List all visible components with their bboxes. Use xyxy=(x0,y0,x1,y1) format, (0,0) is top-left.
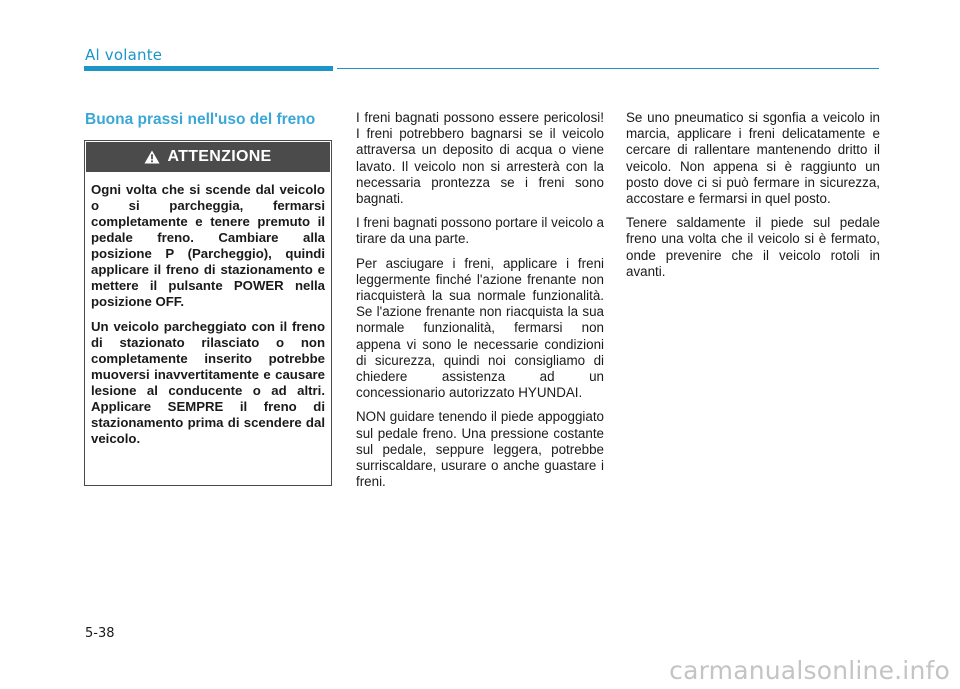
section-heading: Buona prassi nell'uso del freno xyxy=(85,111,316,128)
header-rule-thin xyxy=(337,68,879,69)
watermark: carmanualsonline.info xyxy=(669,656,950,685)
right-column xyxy=(626,110,880,288)
body-paragraph: I freni bagnati possono essere pericolosi! I freni potrebbero bagnarsi se il veicolo attraversa un deposito di acqua o viene lavato. Il veicolo non si arresterà con la necessaria prontezza se i freni sono bagnati. xyxy=(356,110,604,207)
body-paragraph: Per asciugare i freni, applicare i freni leggermente finché l'azione frenante non riacquisterà la sua normale funzionalità. Se l'azione frenante non riacquista la sua normale funzionalità, fermarsi non appena vi sono le necessarie condizioni di sicurezza, quindi noi consigliamo di chiedere assistenza ad un concessionario autorizzato HYUNDAI. xyxy=(356,255,604,401)
body-paragraph: Tenere saldamente il piede sul pedale freno una volta che il veicolo si è fermato, onde prevenire che il veicolo rotoli in avanti. xyxy=(626,215,880,279)
warning-title: ATTENZIONE xyxy=(167,148,272,165)
body-paragraph: NON guidare tenendo il piede appoggiato sul pedale freno. Una pressione costante sul pedale, seppure leggera, potrebbe surriscaldare, usurare o anche guastare i freni. xyxy=(356,409,604,490)
header-rule-thick xyxy=(84,66,333,71)
body-paragraph: I freni bagnati possono portare il veicolo a tirare da una parte. xyxy=(356,215,604,247)
warning-paragraph: Ogni volta che si scende dal veicolo o si parcheggia, fermarsi completamente e tenere premuto il pedale freno. Cambiare alla posizione P (Parcheggio), quindi applicare il freno di stazionamento e mettere il pulsante POWER nella posizione OFF. xyxy=(91,182,325,309)
body-paragraph: Se uno pneumatico si sgonfia a veicolo in marcia, applicare i freni delicatamente e cercare di rallentare mantenendo dritto il veicolo. Non appena si è raggiunto un posto dove ci si può fermare in sicurezza, accostare e fermarsi in quel posto. xyxy=(626,110,880,207)
middle-column xyxy=(356,110,604,498)
warning-body xyxy=(91,182,325,456)
warning-triangle-icon xyxy=(144,150,160,164)
warning-box xyxy=(84,140,332,486)
header-title: Al volante xyxy=(85,46,163,64)
warning-header xyxy=(86,142,330,172)
warning-paragraph: Un veicolo parcheggiato con il freno di stazionato rilasciato o non completamente inserito potrebbe muoversi inavvertitamente e causare lesione al conducente o ad altri. Applicare SEMPRE il freno di stazionamento prima di scendere dal veicolo. xyxy=(91,319,325,446)
page-number: 5-38 xyxy=(85,626,115,641)
